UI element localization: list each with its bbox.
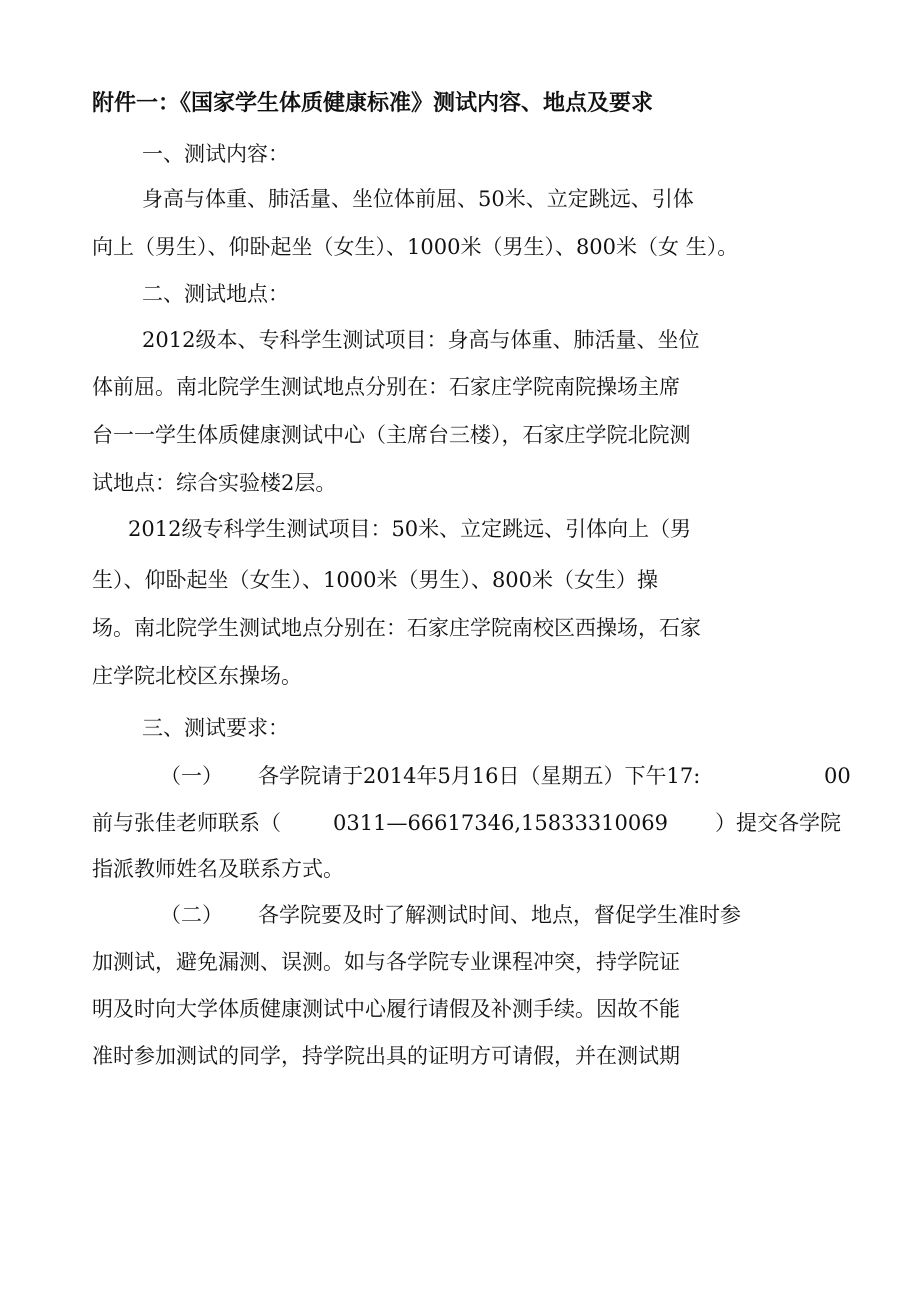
item1-line1-tail: 00 — [824, 764, 851, 788]
location-para2-line-1: 2012级专科学生测试项目：50米、立定跳远、引体向上（男 — [128, 517, 692, 541]
section-heading-content: 一、测试内容： — [142, 142, 289, 166]
section-heading-location: 二、测试地点： — [142, 282, 289, 306]
location-para2-line-3: 场。南北院学生测试地点分别在：石家庄学院南校区西操场，石家 — [92, 616, 701, 640]
item1-marker: （一） — [160, 764, 223, 788]
item1-line3: 指派教师姓名及联系方式。 — [92, 857, 344, 881]
document-title: 附件一：《国家学生体质健康标准》测试内容、地点及要求 — [92, 91, 654, 116]
location-para1-line-3: 台一一学生体质健康测试中心（主席台三楼），石家庄学院北院测 — [92, 423, 691, 447]
item1-line2-head: 前与张佳老师联系（ — [92, 811, 281, 835]
item2-line-3: 明及时向大学体质健康测试中心履行请假及补测手续。因故不能 — [92, 997, 680, 1021]
item2-line-2: 加测试，避免漏测、误测。如与各学院专业课程冲突，持学院证 — [92, 950, 680, 974]
section-heading-requirements: 三、测试要求： — [142, 716, 289, 740]
location-para1-line-1: 2012级本、专科学生测试项目：身高与体重、肺活量、坐位 — [142, 328, 700, 352]
location-para1-line-2: 体前屈。南北院学生测试地点分别在：石家庄学院南院操场主席 — [92, 375, 680, 399]
item1-line2-tail: ）提交各学院 — [715, 811, 841, 835]
item2-marker: （二） — [160, 903, 223, 927]
item1-line1-text: 各学院请于2014年5月16日（星期五）下午17: — [258, 764, 701, 788]
location-para2-line-2: 生）、仰卧起坐（女生）、1000米（男生）、800米（女生）操 — [92, 568, 659, 592]
content-line-1: 身高与体重、肺活量、坐位体前屈、50米、立定跳远、引体 — [142, 187, 694, 211]
item2-line-4: 准时参加测试的同学，持学院出具的证明方可请假，并在测试期 — [92, 1044, 680, 1068]
content-line-2: 向上（男生）、仰卧起坐（女生）、1000米（男生）、800米（女 生）。 — [92, 235, 739, 259]
item2-line1-text: 各学院要及时了解测试时间、地点，督促学生准时参 — [258, 903, 741, 927]
location-para2-line-4: 庄学院北校区东操场。 — [92, 664, 302, 688]
location-para1-line-4: 试地点：综合实验楼2层。 — [92, 471, 337, 495]
item1-phone: 0311—66617346,15833310069 — [333, 811, 668, 835]
